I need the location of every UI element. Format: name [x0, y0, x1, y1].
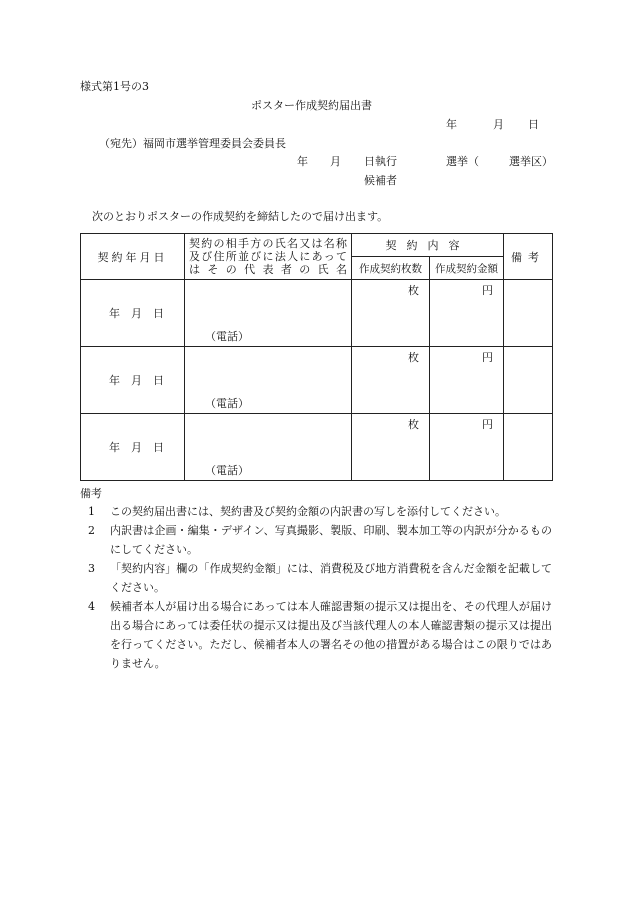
header-contract-count: 作成契約枚数: [352, 257, 430, 280]
remarks-item-number: 3: [88, 562, 95, 575]
remarks-item: [80, 559, 552, 597]
election-month: 月: [330, 155, 341, 168]
amount-unit: 円: [482, 351, 493, 364]
header-party-line: 及び住所並びに法人にあって: [189, 250, 347, 263]
row-amount[interactable]: [430, 347, 504, 414]
remarks-item-number: 4: [88, 600, 95, 613]
telephone-label: （電話）: [205, 397, 249, 410]
row-remarks[interactable]: [504, 280, 553, 347]
date-day: 日: [528, 118, 539, 131]
row-remarks[interactable]: [504, 414, 553, 481]
row-party[interactable]: [185, 280, 352, 347]
remarks-item: [80, 502, 552, 521]
header-party-line: はその代表者の氏名: [189, 263, 347, 276]
remarks-section: [80, 486, 552, 673]
row-count[interactable]: [352, 414, 430, 481]
row-party[interactable]: [185, 414, 352, 481]
remarks-heading: 備考: [80, 487, 102, 500]
row-remarks[interactable]: [504, 347, 553, 414]
row-party[interactable]: [185, 347, 352, 414]
row-amount[interactable]: [430, 414, 504, 481]
header-party-line: 契約の相手方の氏名又は名称: [189, 237, 347, 250]
count-unit: 枚: [408, 418, 419, 431]
table-row: [81, 347, 553, 414]
document-title: ポスター作成契約届出書: [251, 99, 372, 112]
date-month: 月: [493, 118, 504, 131]
count-unit: 枚: [408, 284, 419, 297]
election-day-exec: 日執行: [364, 155, 397, 168]
remarks-item-text: 「契約内容」欄の「作成契約金額」には、消費税及び地方消費税を含んだ金額を記載してください。: [110, 562, 552, 594]
amount-unit: 円: [482, 284, 493, 297]
header-contract-party: [185, 234, 352, 280]
header-contract-content: 契約内容: [352, 234, 504, 257]
remarks-item: [80, 521, 552, 559]
date-year: 年: [446, 118, 457, 131]
election-district: 選挙区）: [509, 155, 553, 168]
telephone-label: （電話）: [205, 464, 249, 477]
election-year: 年: [297, 155, 308, 168]
header-contract-date: 契約年月日: [81, 234, 185, 280]
remarks-item-number: 2: [88, 524, 95, 537]
table-row: [81, 414, 553, 481]
header-contract-amount: 作成契約金額: [430, 257, 504, 280]
remarks-item-text: 候補者本人が届け出る場合にあっては本人確認書類の提示又は提出を、その代理人が届け出る場合にあっては委任状の提示又は提出及び当該代理人の本人確認書類の提示又は提出を行ってください。ただし、候補者本人の署名その他の措置がある場合はこの限りではありません。: [110, 600, 552, 670]
row-date[interactable]: 年 月 日: [81, 347, 185, 414]
amount-unit: 円: [482, 418, 493, 431]
contract-table: [80, 233, 553, 481]
candidate-label: 候補者: [364, 174, 397, 187]
remarks-item-text: この契約届出書には、契約書及び契約金額の内訳書の写しを添付してください。: [110, 505, 506, 518]
table-row: [81, 280, 553, 347]
header-remarks: 備考: [504, 234, 553, 280]
telephone-label: （電話）: [205, 330, 249, 343]
row-count[interactable]: [352, 280, 430, 347]
row-count[interactable]: [352, 347, 430, 414]
intro-text: 次のとおりポスターの作成契約を締結したので届け出ます。: [92, 210, 389, 223]
form-number: 様式第1号の3: [80, 80, 149, 93]
row-amount[interactable]: [430, 280, 504, 347]
remarks-item-text: 内訳書は企画・編集・デザイン、写真撮影、製版、印刷、製本加工等の内訳が分かるものにしてください。: [110, 524, 552, 556]
remarks-item-number: 1: [88, 505, 95, 518]
remarks-item: [80, 597, 552, 673]
addressee: （宛先）福岡市選挙管理委員会委員長: [99, 137, 286, 150]
election-type: 選挙（: [446, 155, 479, 168]
count-unit: 枚: [408, 351, 419, 364]
row-date[interactable]: 年 月 日: [81, 414, 185, 481]
row-date[interactable]: 年 月 日: [81, 280, 185, 347]
